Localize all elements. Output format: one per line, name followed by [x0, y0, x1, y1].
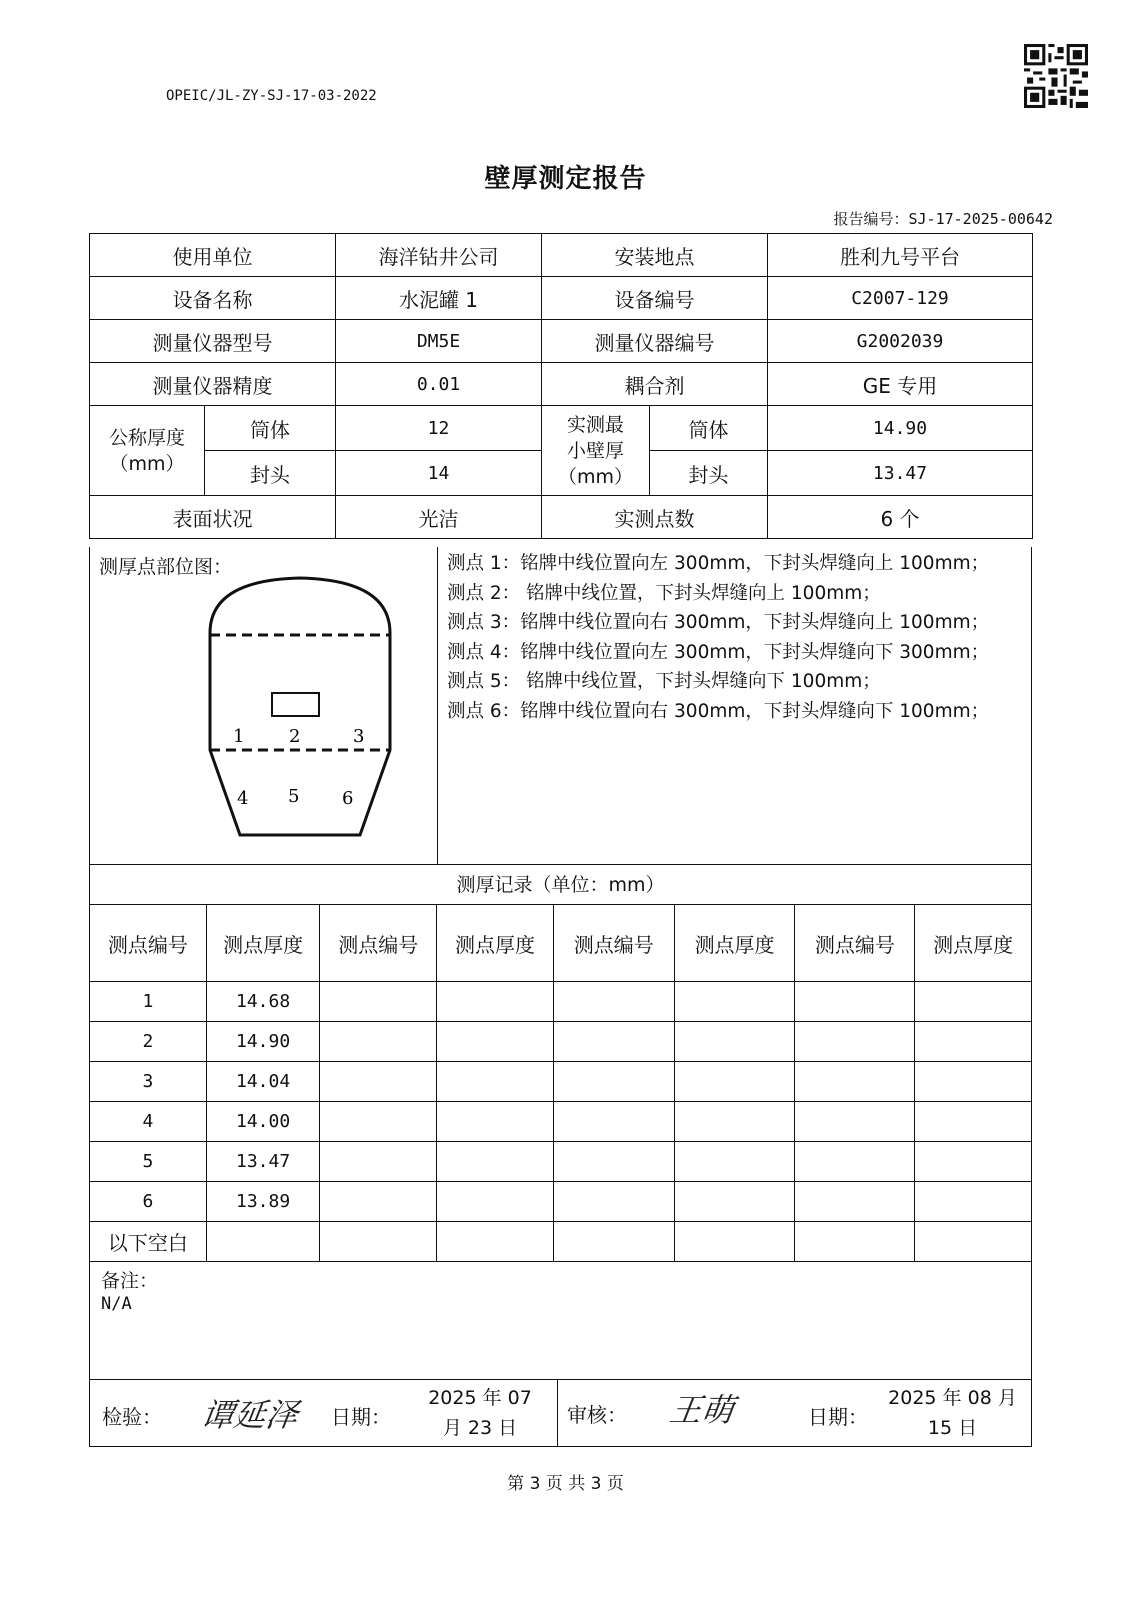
table-row [90, 1022, 1032, 1062]
unit-label: 使用单位 [90, 234, 336, 277]
report-title: 壁厚测定报告 [484, 164, 647, 194]
precision-label: 测量仪器精度 [90, 363, 336, 406]
point-thickness: 14.04 [206, 1062, 320, 1102]
document-code: OPEIC/JL-ZY-SJ-17-03-2022 [166, 88, 377, 104]
remark-section [89, 1259, 1032, 1380]
info-row [90, 496, 1033, 539]
point-no: 4 [90, 1102, 207, 1142]
col-header-no: 测点编号 [795, 905, 915, 982]
min-label-line1: 实测最 [566, 413, 624, 436]
signature-divider [557, 1379, 558, 1447]
inst-no-value: G2002039 [768, 320, 1033, 363]
min-thickness-label [542, 406, 650, 496]
point-no: 1 [90, 982, 207, 1022]
couplant-value: GE 专用 [768, 363, 1033, 406]
site-label: 安装地点 [542, 234, 768, 277]
records-title: 测厚记录（单位：mm） [89, 865, 1032, 905]
unit-value: 海洋钻井公司 [336, 234, 542, 277]
marker-5: 5 [288, 786, 300, 807]
table-header-row [90, 905, 1032, 982]
equip-name-label: 设备名称 [90, 277, 336, 320]
report-number-value: SJ-17-2025-00642 [908, 210, 1053, 228]
point-note: 测点 5： 铭牌中线位置，下封头焊缝向下 100mm； [447, 671, 881, 692]
surface-label: 表面状况 [90, 496, 336, 539]
nominal-head-value: 14 [336, 451, 542, 496]
review-date-line2: 15 日 [927, 1417, 978, 1439]
inspector-signature: 谭延泽 [199, 1396, 301, 1434]
point-no: 3 [90, 1062, 207, 1102]
equip-no-label: 设备编号 [542, 277, 768, 320]
point-thickness: 13.47 [206, 1142, 320, 1182]
nameplate [272, 693, 319, 716]
equip-name-value: 水泥罐 1 [336, 277, 542, 320]
remark-label: 备注： [101, 1270, 159, 1292]
table-row [90, 982, 1032, 1022]
inst-model-value: DM5E [336, 320, 542, 363]
min-shell-value: 14.90 [768, 406, 1033, 451]
review-date [880, 1383, 1025, 1443]
reviewer-label: 审核： [567, 1403, 627, 1427]
min-head-label: 封头 [650, 451, 768, 496]
nominal-head-label: 封头 [205, 451, 336, 496]
min-label-line2: 小壁厚 [566, 439, 624, 462]
vessel-diagram [200, 575, 400, 860]
diagram-divider [437, 547, 438, 865]
info-row [90, 363, 1033, 406]
diagram-label: 测厚点部位图： [99, 556, 233, 578]
nominal-label-line2: （mm） [109, 452, 185, 475]
reviewer-signature: 王萌 [667, 1391, 737, 1429]
table-row [90, 1142, 1032, 1182]
table-row [90, 1182, 1032, 1222]
points-label: 实测点数 [542, 496, 768, 539]
remark-text: N/A [101, 1294, 132, 1314]
table-row [90, 1062, 1032, 1102]
thickness-records-table [89, 904, 1032, 1262]
surface-value: 光洁 [336, 496, 542, 539]
col-header-no: 测点编号 [90, 905, 207, 982]
measurement-point-notes [447, 549, 989, 726]
info-row [90, 277, 1033, 320]
marker-1: 1 [233, 726, 245, 747]
point-no: 6 [90, 1182, 207, 1222]
info-row [90, 234, 1033, 277]
col-header-thk: 测点厚度 [206, 905, 320, 982]
review-date-line1: 2025 年 08 月 [888, 1387, 1017, 1409]
table-row [90, 1102, 1032, 1142]
point-note: 测点 1：铭牌中线位置向左 300mm，下封头焊缝向上 100mm； [447, 553, 990, 574]
point-note: 测点 4：铭牌中线位置向左 300mm，下封头焊缝向下 300mm； [447, 641, 990, 663]
couplant-label: 耦合剂 [542, 363, 768, 406]
inspect-date-line1: 2025 年 07 [428, 1387, 532, 1409]
info-row [90, 406, 1033, 451]
point-note: 测点 6：铭牌中线位置向右 300mm，下封头焊缝向下 100mm； [447, 700, 990, 722]
min-label-line3: （mm） [557, 465, 634, 488]
marker-4: 4 [237, 788, 249, 809]
point-no: 5 [90, 1142, 207, 1182]
precision-value: 0.01 [336, 363, 542, 406]
nominal-label-line1: 公称厚度 [108, 426, 185, 449]
col-header-thk: 测点厚度 [674, 905, 795, 982]
points-value: 6 个 [768, 496, 1033, 539]
blank-note: 以下空白 [90, 1222, 207, 1262]
inst-no-label: 测量仪器编号 [542, 320, 768, 363]
equip-no-value: C2007-129 [768, 277, 1033, 320]
point-thickness: 14.68 [206, 982, 320, 1022]
page-footer: 第 3 页 共 3 页 [507, 1474, 624, 1494]
nominal-thickness-label [90, 406, 205, 496]
point-thickness: 14.90 [206, 1022, 320, 1062]
inspector-label: 检验： [102, 1405, 162, 1429]
col-header-no: 测点编号 [320, 905, 437, 982]
point-note: 测点 2： 铭牌中线位置，下封头焊缝向上 100mm； [447, 582, 881, 604]
col-header-thk: 测点厚度 [437, 905, 554, 982]
point-note: 测点 3：铭牌中线位置向右 300mm，下封头焊缝向上 100mm； [447, 612, 990, 633]
point-thickness: 13.89 [206, 1182, 320, 1222]
marker-2: 2 [289, 726, 301, 747]
min-head-value: 13.47 [768, 451, 1033, 496]
equipment-info-table [89, 233, 1033, 539]
col-header-no: 测点编号 [553, 905, 674, 982]
report-number [833, 208, 1053, 229]
report-number-label: 报告编号： [833, 210, 909, 228]
point-no: 2 [90, 1022, 207, 1062]
table-row [90, 1222, 1032, 1262]
min-shell-label: 筒体 [650, 406, 768, 451]
inst-model-label: 测量仪器型号 [90, 320, 336, 363]
col-header-thk: 测点厚度 [915, 905, 1032, 982]
inspect-date-line2: 月 23 日 [442, 1417, 518, 1439]
point-thickness: 14.00 [206, 1102, 320, 1142]
qr-code-icon [1024, 44, 1088, 108]
site-value: 胜利九号平台 [768, 234, 1033, 277]
nominal-shell-label: 筒体 [205, 406, 336, 451]
info-row [90, 320, 1033, 363]
marker-3: 3 [353, 726, 365, 747]
review-date-label: 日期： [808, 1405, 868, 1429]
marker-6: 6 [342, 788, 354, 809]
nominal-shell-value: 12 [336, 406, 542, 451]
inspect-date [418, 1383, 542, 1443]
inspect-date-label: 日期： [331, 1405, 391, 1429]
